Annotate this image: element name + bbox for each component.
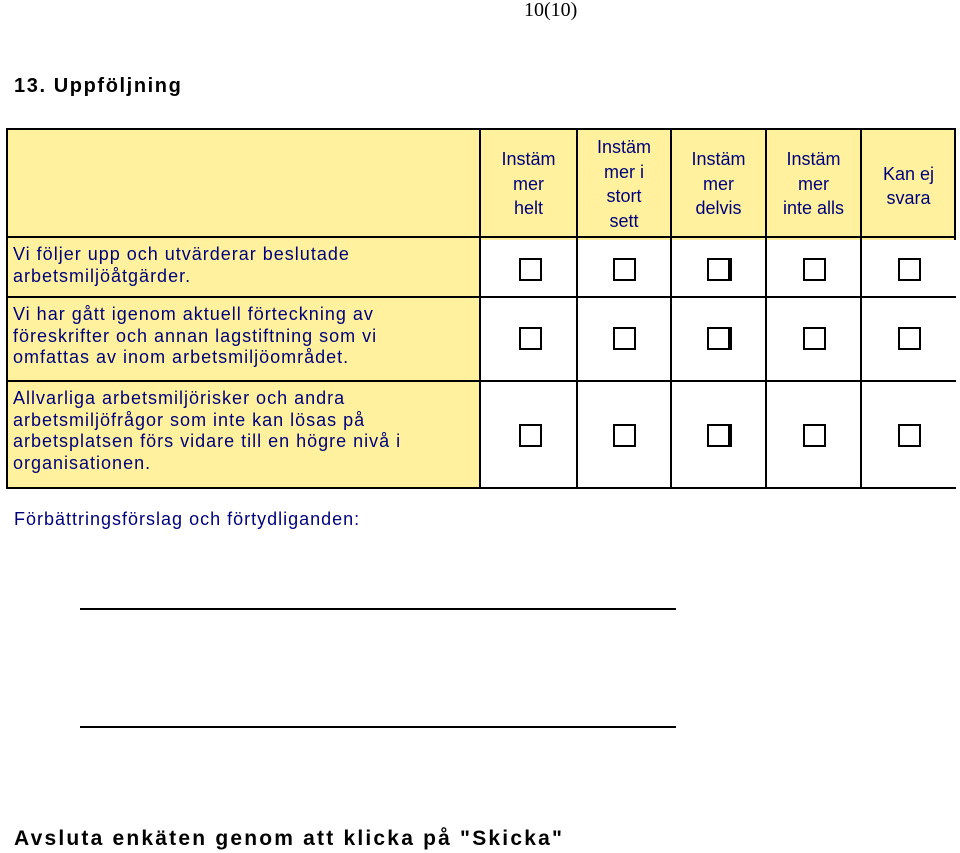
- answer-checkbox[interactable]: [519, 327, 542, 350]
- answer-checkbox[interactable]: [707, 327, 732, 350]
- answer-line[interactable]: [80, 608, 676, 610]
- column-divider: [576, 128, 578, 489]
- answer-checkbox[interactable]: [707, 424, 732, 447]
- answer-checkbox[interactable]: [803, 424, 826, 447]
- answer-checkbox[interactable]: [519, 424, 542, 447]
- answer-checkbox[interactable]: [613, 424, 636, 447]
- column-divider: [479, 128, 481, 489]
- answer-line[interactable]: [80, 726, 676, 728]
- column-header: Instäm mer helt: [501, 149, 556, 219]
- statement-text: Vi har gått igenom aktuell förteckning av föreskrifter och annan lagstiftning som vi omfattas av inom arbetsmiljöområdet.: [13, 304, 378, 368]
- column-divider: [670, 128, 672, 489]
- statement-text: Allvarliga arbetsmiljörisker och andra arbetsmiljöfrågor som inte kan lösas på arbetsplatsen förs vidare till en högre nivå i organisationen.: [13, 388, 402, 474]
- page-number: 10(10): [524, 0, 578, 21]
- column-divider: [860, 128, 862, 489]
- answer-checkbox[interactable]: [898, 258, 921, 281]
- column-header: Instäm mer delvis: [691, 149, 746, 219]
- submit-instruction: Avsluta enkäten genom att klicka på "Skicka": [14, 827, 565, 850]
- column-header: Kan ej svara: [882, 164, 935, 208]
- column-divider: [765, 128, 767, 489]
- suggestions-label: Förbättringsförslag och förtydliganden:: [14, 509, 361, 529]
- column-header: Instäm mer i stort sett: [596, 137, 652, 231]
- section-title: 13. Uppföljning: [14, 75, 183, 97]
- answer-checkbox[interactable]: [803, 327, 826, 350]
- answer-checkbox[interactable]: [613, 327, 636, 350]
- answer-checkbox[interactable]: [519, 258, 542, 281]
- column-header: Instäm mer inte alls: [782, 149, 845, 219]
- answer-checkbox[interactable]: [707, 258, 732, 281]
- answer-checkbox[interactable]: [898, 424, 921, 447]
- statement-text: Vi följer upp och utvärderar beslutade arbetsmiljöåtgärder.: [13, 244, 350, 286]
- answer-checkbox[interactable]: [613, 258, 636, 281]
- answer-checkbox[interactable]: [803, 258, 826, 281]
- answer-checkbox[interactable]: [898, 327, 921, 350]
